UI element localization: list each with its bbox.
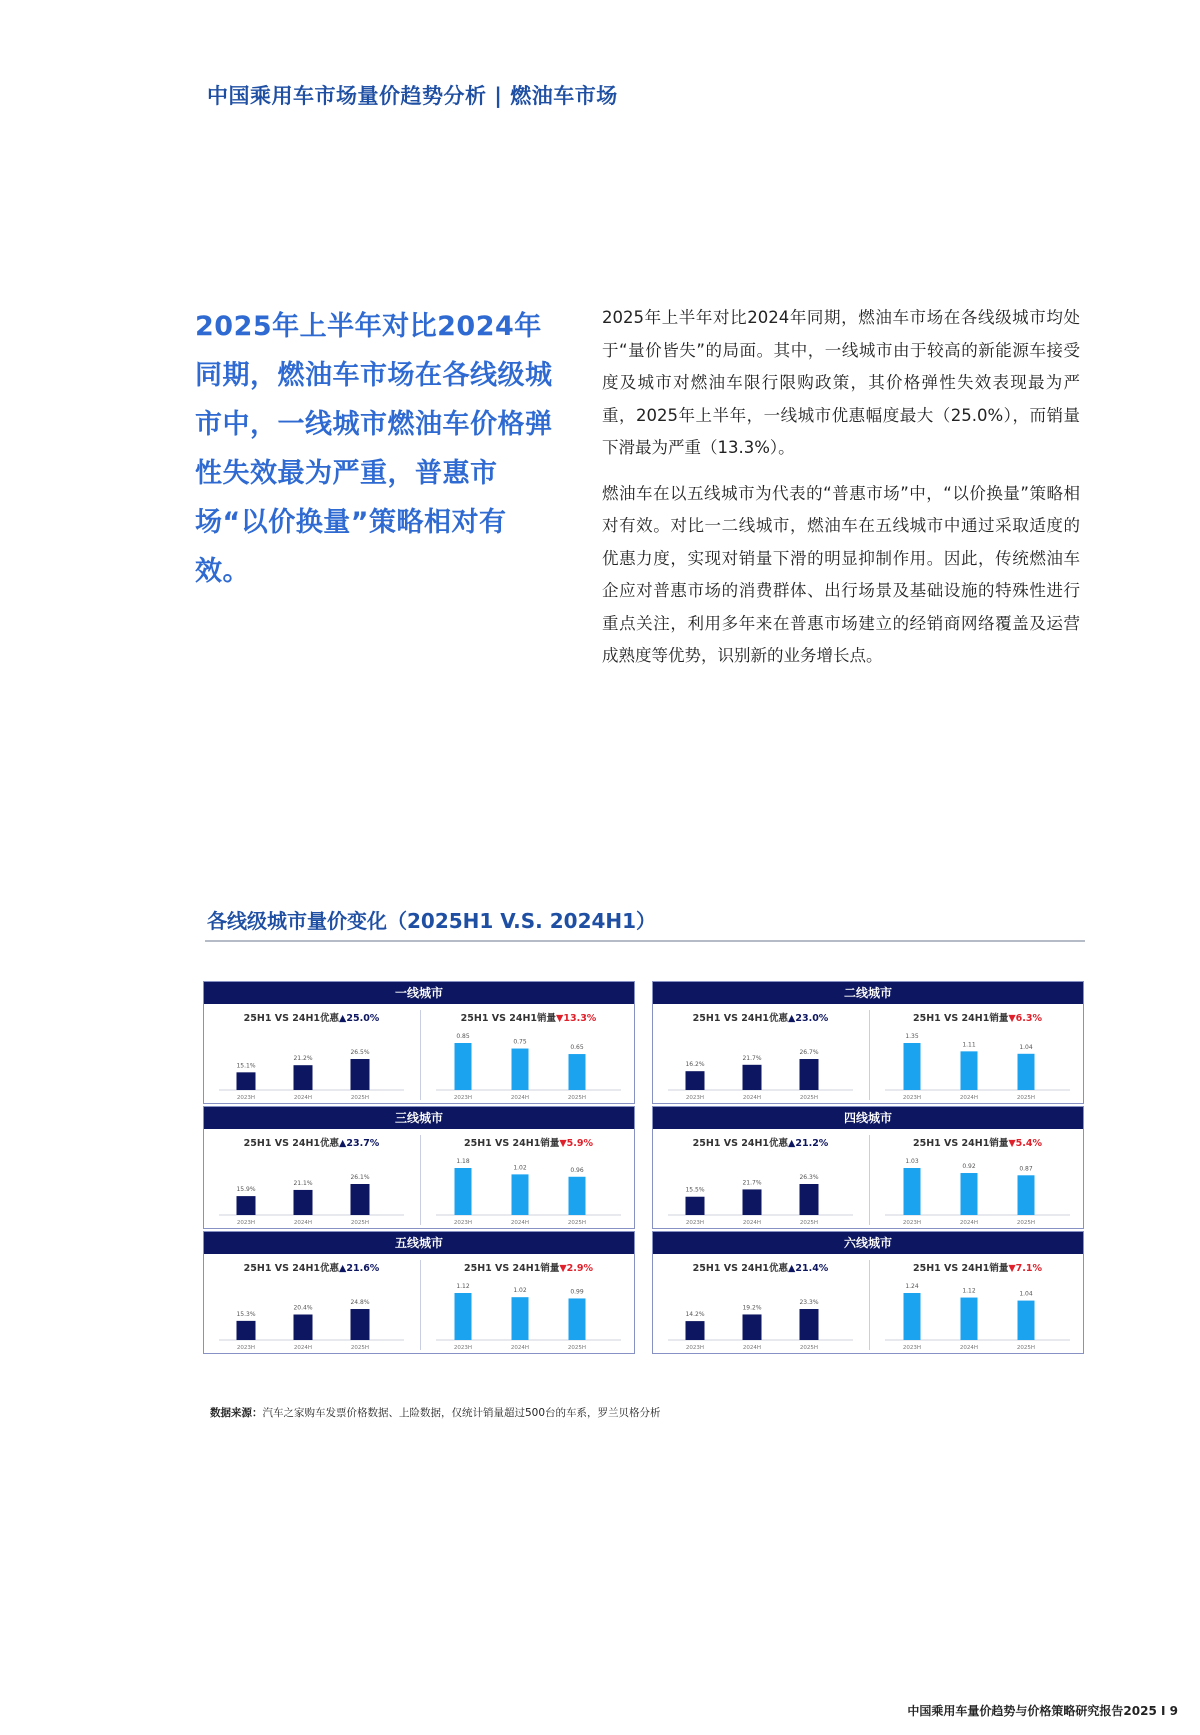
- volume-value-label: 0.99: [570, 1288, 584, 1296]
- volume-bars: [870, 1026, 1085, 1103]
- volume-bar: [1018, 1301, 1035, 1340]
- down-arrow-icon: ▼: [1008, 1013, 1016, 1024]
- volume-category-label: 2023H: [453, 1345, 473, 1351]
- volume-value-label: 1.35: [905, 1033, 919, 1040]
- volume-chart-title: [870, 1135, 1085, 1149]
- discount-bar: [686, 1071, 705, 1090]
- discount-value-label: 21.1%: [293, 1179, 313, 1187]
- discount-chart-label: 25H1 VS 24H1优惠: [692, 1138, 789, 1149]
- down-arrow-icon: ▼: [1008, 1263, 1016, 1274]
- discount-category-label: 2023H: [685, 1220, 705, 1226]
- volume-category-label: 2025H: [567, 1095, 587, 1101]
- discount-bar: [351, 1184, 370, 1215]
- discount-change-value: 23.7%: [346, 1138, 380, 1149]
- discount-chart-label: 25H1 VS 24H1优惠: [243, 1138, 340, 1149]
- volume-bar: [904, 1043, 921, 1090]
- discount-category-label: 2023H: [685, 1095, 705, 1101]
- discount-bar: [237, 1321, 256, 1340]
- discount-chart-title: [204, 1010, 419, 1024]
- chart-panel-title: 六线城市: [653, 1232, 1083, 1254]
- volume-value-label: 0.65: [570, 1044, 584, 1052]
- up-arrow-icon: ▲: [788, 1138, 796, 1149]
- volume-category-label: 2025H: [1016, 1095, 1036, 1101]
- volume-change-value: 5.4%: [1015, 1138, 1043, 1149]
- volume-chart-title: [870, 1010, 1085, 1024]
- volume-change-value: 13.3%: [563, 1013, 597, 1024]
- discount-value-label: 14.2%: [685, 1311, 705, 1319]
- volume-change-value: 2.9%: [566, 1263, 594, 1274]
- volume-bar: [961, 1298, 978, 1340]
- footer-report-title: 中国乘用车量价趋势与价格策略研究报告2025: [907, 1704, 1157, 1718]
- discount-chart-label: 25H1 VS 24H1优惠: [692, 1263, 789, 1274]
- discount-value-label: 15.1%: [236, 1062, 256, 1070]
- discount-value-label: 16.2%: [685, 1061, 705, 1069]
- volume-category-label: 2023H: [902, 1095, 922, 1101]
- discount-bar: [351, 1309, 370, 1340]
- discount-category-label: 2023H: [236, 1345, 256, 1351]
- discount-bars: [653, 1276, 868, 1353]
- discount-value-label: 21.7%: [742, 1054, 762, 1062]
- headline: 2025年上半年对比2024年同期，燃油车市场在各线级城市中，一线城市燃油车价格弹性失效最为严重，普惠市场“以价换量”策略相对有效。: [195, 311, 553, 587]
- discount-category-label: 2025H: [799, 1095, 819, 1101]
- discount-value-label: 20.4%: [293, 1304, 313, 1312]
- volume-value-label: 1.18: [456, 1158, 470, 1165]
- volume-category-label: 2023H: [902, 1220, 922, 1226]
- body-text: [602, 302, 1080, 686]
- discount-category-label: 2024H: [293, 1220, 313, 1226]
- volume-category-label: 2023H: [902, 1345, 922, 1351]
- discount-chart: [653, 1254, 868, 1353]
- discount-category-label: 2024H: [742, 1220, 762, 1226]
- discount-bar: [237, 1196, 256, 1215]
- volume-bars: [421, 1151, 636, 1228]
- discount-value-label: 23.3%: [799, 1299, 819, 1306]
- discount-value-label: 15.5%: [685, 1186, 705, 1194]
- discount-bar: [743, 1314, 762, 1340]
- volume-bars: [421, 1026, 636, 1103]
- volume-bars: [870, 1276, 1085, 1353]
- volume-chart-title: [421, 1135, 636, 1149]
- volume-chart: [421, 1129, 636, 1228]
- up-arrow-icon: ▲: [788, 1013, 796, 1024]
- chart-panel-title: 二线城市: [653, 982, 1083, 1004]
- up-arrow-icon: ▲: [339, 1138, 347, 1149]
- volume-bars: [870, 1151, 1085, 1228]
- volume-bar: [512, 1174, 529, 1215]
- discount-category-label: 2024H: [742, 1345, 762, 1351]
- volume-value-label: 1.11: [962, 1041, 976, 1049]
- volume-category-label: 2025H: [1016, 1345, 1036, 1351]
- volume-chart-label: 25H1 VS 24H1销量: [463, 1138, 560, 1149]
- volume-value-label: 0.92: [962, 1163, 976, 1171]
- volume-chart: [870, 1254, 1085, 1353]
- volume-bar: [569, 1054, 586, 1090]
- discount-value-label: 26.5%: [350, 1049, 370, 1056]
- discount-chart-label: 25H1 VS 24H1优惠: [243, 1013, 340, 1024]
- volume-value-label: 1.24: [905, 1283, 919, 1290]
- discount-category-label: 2025H: [799, 1220, 819, 1226]
- chart-panel-tier-2: [652, 981, 1084, 1104]
- volume-category-label: 2024H: [959, 1095, 979, 1101]
- discount-category-label: 2025H: [350, 1345, 370, 1351]
- section-title: 各线级城市量价变化（2025H1 V.S. 2024H1）: [207, 909, 657, 933]
- discount-chart: [204, 1004, 419, 1103]
- volume-change-value: 6.3%: [1015, 1013, 1043, 1024]
- discount-bar: [743, 1189, 762, 1215]
- volume-chart-title: [421, 1010, 636, 1024]
- discount-change-value: 21.4%: [795, 1263, 829, 1274]
- volume-chart: [421, 1254, 636, 1353]
- discount-chart-title: [653, 1135, 868, 1149]
- footer-separator: I: [1160, 1704, 1166, 1718]
- volume-value-label: 0.85: [456, 1033, 470, 1040]
- discount-bar: [294, 1190, 313, 1215]
- discount-bar: [294, 1065, 313, 1090]
- volume-category-label: 2025H: [567, 1220, 587, 1226]
- discount-value-label: 26.3%: [799, 1174, 819, 1181]
- volume-category-label: 2024H: [510, 1220, 530, 1226]
- discount-value-label: 15.3%: [236, 1310, 256, 1318]
- chart-panel-body: [653, 1129, 1083, 1228]
- volume-chart-label: 25H1 VS 24H1销量: [912, 1263, 1009, 1274]
- discount-bar: [800, 1184, 819, 1215]
- discount-bar: [351, 1059, 370, 1090]
- discount-chart-label: 25H1 VS 24H1优惠: [692, 1013, 789, 1024]
- volume-chart: [870, 1004, 1085, 1103]
- volume-bar: [455, 1293, 472, 1340]
- up-arrow-icon: ▲: [788, 1263, 796, 1274]
- discount-category-label: 2024H: [293, 1095, 313, 1101]
- discount-category-label: 2025H: [350, 1220, 370, 1226]
- volume-category-label: 2024H: [959, 1220, 979, 1226]
- volume-bar: [512, 1049, 529, 1090]
- discount-chart-title: [204, 1135, 419, 1149]
- down-arrow-icon: ▼: [556, 1013, 564, 1024]
- volume-chart: [421, 1004, 636, 1103]
- chart-panel-title: 五线城市: [204, 1232, 634, 1254]
- chart-panel-title: 四线城市: [653, 1107, 1083, 1129]
- volume-chart-label: 25H1 VS 24H1销量: [912, 1013, 1009, 1024]
- discount-value-label: 24.8%: [350, 1299, 370, 1306]
- discount-category-label: 2023H: [685, 1345, 705, 1351]
- discount-bar: [237, 1072, 256, 1090]
- volume-value-label: 1.04: [1019, 1290, 1033, 1298]
- chart-panel-tier-3: [203, 1106, 635, 1229]
- discount-category-label: 2024H: [742, 1095, 762, 1101]
- discount-chart: [204, 1254, 419, 1353]
- chart-panel-tier-1: [203, 981, 635, 1104]
- volume-value-label: 0.75: [513, 1038, 527, 1046]
- down-arrow-icon: ▼: [559, 1138, 567, 1149]
- volume-value-label: 1.03: [905, 1158, 919, 1165]
- discount-category-label: 2025H: [799, 1345, 819, 1351]
- volume-category-label: 2025H: [1016, 1220, 1036, 1226]
- discount-bar: [294, 1315, 313, 1341]
- down-arrow-icon: ▼: [1008, 1138, 1016, 1149]
- page-footer: [907, 1702, 1178, 1719]
- down-arrow-icon: ▼: [559, 1263, 567, 1274]
- discount-chart-title: [204, 1260, 419, 1274]
- volume-bar: [512, 1297, 529, 1340]
- discount-chart-label: 25H1 VS 24H1优惠: [243, 1263, 340, 1274]
- volume-bar: [569, 1298, 586, 1340]
- chart-panel-tier-6: [652, 1231, 1084, 1354]
- discount-bars: [653, 1151, 868, 1228]
- chart-panel-body: [653, 1254, 1083, 1353]
- chart-panel-tier-4: [652, 1106, 1084, 1229]
- discount-bars: [653, 1026, 868, 1103]
- volume-chart-title: [421, 1260, 636, 1274]
- discount-value-label: 26.7%: [799, 1049, 819, 1056]
- body-paragraph-1: 2025年上半年对比2024年同期，燃油车市场在各线级城市均处于“量价皆失”的局面。其中，一线城市由于较高的新能源车接受度及城市对燃油车限行限购政策，其价格弹性失效表现最为严重，2025年上半年，一线城市优惠幅度最大（25.0%），而销量下滑最为严重（13.3%）。: [602, 308, 1080, 457]
- volume-category-label: 2024H: [510, 1095, 530, 1101]
- discount-change-value: 21.6%: [346, 1263, 380, 1274]
- discount-change-value: 21.2%: [795, 1138, 829, 1149]
- volume-category-label: 2025H: [567, 1345, 587, 1351]
- volume-value-label: 1.12: [456, 1283, 470, 1290]
- discount-category-label: 2024H: [293, 1345, 313, 1351]
- volume-chart-label: 25H1 VS 24H1销量: [912, 1138, 1009, 1149]
- volume-bar: [961, 1051, 978, 1090]
- volume-bar: [569, 1177, 586, 1215]
- volume-value-label: 1.02: [513, 1287, 527, 1295]
- volume-bar: [455, 1168, 472, 1215]
- discount-change-value: 23.0%: [795, 1013, 829, 1024]
- volume-category-label: 2024H: [510, 1345, 530, 1351]
- chart-panel-title: 一线城市: [204, 982, 634, 1004]
- discount-value-label: 21.2%: [293, 1055, 313, 1063]
- chart-panel-body: [653, 1004, 1083, 1103]
- discount-bar: [800, 1059, 819, 1090]
- discount-value-label: 21.7%: [742, 1179, 762, 1187]
- volume-bar: [904, 1293, 921, 1340]
- discount-value-label: 26.1%: [350, 1174, 370, 1181]
- discount-chart-title: [653, 1260, 868, 1274]
- discount-category-label: 2025H: [350, 1095, 370, 1101]
- volume-chart-title: [870, 1260, 1085, 1274]
- volume-bars: [421, 1276, 636, 1353]
- volume-chart-label: 25H1 VS 24H1销量: [463, 1263, 560, 1274]
- discount-bars: [204, 1151, 419, 1228]
- volume-chart: [870, 1129, 1085, 1228]
- volume-change-value: 5.9%: [566, 1138, 594, 1149]
- page-number: 9: [1169, 1704, 1178, 1718]
- volume-category-label: 2024H: [959, 1345, 979, 1351]
- discount-bar: [743, 1065, 762, 1090]
- data-source-text: 汽车之家购车发票价格数据、上险数据，仅统计销量超过500台的车系，罗兰贝格分析: [262, 1407, 661, 1419]
- up-arrow-icon: ▲: [339, 1013, 347, 1024]
- chart-panel-tier-5: [203, 1231, 635, 1354]
- body-paragraph-2: 燃油车在以五线城市为代表的“普惠市场”中，“以价换量”策略相对有效。对比一二线城市，燃油车在五线城市中通过采取适度的优惠力度，实现对销量下滑的明显抑制作用。因此，传统燃油车企应对普惠市场的消费群体、出行场景及基础设施的特殊性进行重点关注，利用多年来在普惠市场建立的经销商网络覆盖及运营成熟度等优势，识别新的业务增长点。: [602, 483, 1080, 665]
- discount-category-label: 2023H: [236, 1095, 256, 1101]
- data-source-label: 数据来源：: [210, 1407, 263, 1419]
- discount-category-label: 2023H: [236, 1220, 256, 1226]
- discount-value-label: 15.9%: [236, 1186, 256, 1194]
- discount-chart-title: [653, 1010, 868, 1024]
- volume-bar: [961, 1173, 978, 1215]
- discount-bar: [686, 1321, 705, 1340]
- discount-change-value: 25.0%: [346, 1013, 380, 1024]
- volume-bar: [1018, 1175, 1035, 1215]
- volume-value-label: 0.87: [1019, 1165, 1033, 1173]
- section-divider: [205, 940, 1085, 942]
- volume-chart-label: 25H1 VS 24H1销量: [460, 1013, 557, 1024]
- volume-category-label: 2023H: [453, 1095, 473, 1101]
- discount-bars: [204, 1026, 419, 1103]
- chart-panel-body: [204, 1004, 634, 1103]
- volume-change-value: 7.1%: [1015, 1263, 1043, 1274]
- data-source: [210, 1405, 661, 1420]
- volume-category-label: 2023H: [453, 1220, 473, 1226]
- volume-bar: [455, 1043, 472, 1090]
- up-arrow-icon: ▲: [339, 1263, 347, 1274]
- volume-value-label: 1.04: [1019, 1043, 1033, 1051]
- volume-value-label: 0.96: [570, 1166, 584, 1174]
- volume-bar: [904, 1168, 921, 1215]
- discount-chart: [653, 1004, 868, 1103]
- discount-bar: [686, 1197, 705, 1215]
- discount-chart: [653, 1129, 868, 1228]
- discount-bar: [800, 1309, 819, 1340]
- volume-value-label: 1.12: [962, 1287, 976, 1295]
- chart-panel-body: [204, 1129, 634, 1228]
- header-title: 中国乘用车市场量价趋势分析 | 燃油车市场: [207, 84, 618, 108]
- chart-panel-body: [204, 1254, 634, 1353]
- discount-value-label: 19.2%: [742, 1304, 762, 1312]
- discount-bars: [204, 1276, 419, 1353]
- chart-panel-title: 三线城市: [204, 1107, 634, 1129]
- discount-chart: [204, 1129, 419, 1228]
- volume-bar: [1018, 1054, 1035, 1090]
- volume-value-label: 1.02: [513, 1164, 527, 1172]
